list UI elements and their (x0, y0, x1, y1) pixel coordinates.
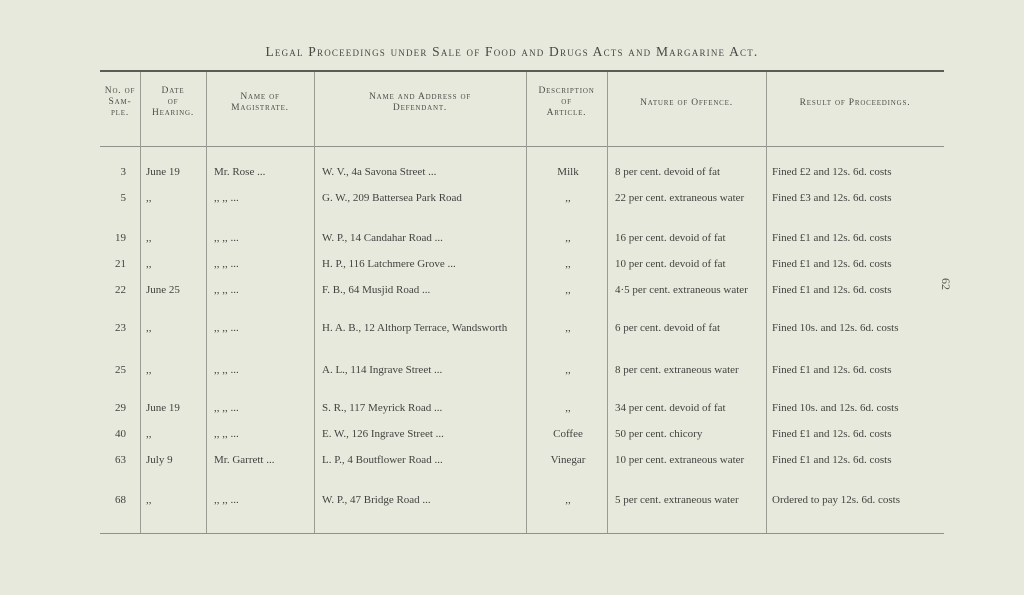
offence: 5 per cent. extraneous water (615, 494, 739, 506)
offence: 8 per cent. extraneous water (615, 364, 739, 376)
header-result: Result of Proceedings. (799, 98, 911, 108)
article: ,, (565, 232, 571, 244)
hearing-date: June 25 (146, 284, 180, 296)
result: Fined £1 and 12s. 6d. costs (772, 454, 892, 466)
magistrate: ,, ,, ... (214, 284, 239, 296)
magistrate: ,, ,, ... (214, 322, 239, 334)
defendant: E. W., 126 Ingrave Street ... (322, 428, 444, 440)
result: Fined £1 and 12s. 6d. costs (772, 258, 892, 270)
sample-number: 22 (115, 284, 126, 296)
magistrate: ,, ,, ... (214, 232, 239, 244)
defendant: L. P., 4 Boutflower Road ... (322, 454, 443, 466)
article: Vinegar (550, 454, 586, 466)
header-magistrate: Name of Magistrate. (231, 92, 289, 113)
defendant: W. P., 14 Candahar Road ... (322, 232, 443, 244)
hearing-date: ,, (146, 232, 152, 244)
magistrate: ,, ,, ... (214, 364, 239, 376)
sample-number: 23 (115, 322, 126, 334)
result: Ordered to pay 12s. 6d. costs (772, 494, 901, 506)
table-row (0, 322, 1024, 352)
result: Fined £1 and 12s. 6d. costs (772, 232, 892, 244)
article: ,, (565, 364, 571, 376)
result: Fined £3 and 12s. 6d. costs (772, 192, 892, 204)
offence: 50 per cent. chicory (615, 428, 703, 440)
magistrate: ,, ,, ... (214, 192, 239, 204)
sample-number: 19 (115, 232, 126, 244)
table-bottom-rule (100, 533, 944, 534)
table-row (0, 454, 1024, 484)
sample-number: 21 (115, 258, 126, 270)
offence: 6 per cent. devoid of fat (615, 322, 721, 334)
result: Fined £1 and 12s. 6d. costs (772, 284, 892, 296)
article: Coffee (553, 428, 583, 440)
defendant: H. P., 116 Latchmere Grove ... (322, 258, 456, 270)
result: Fined £1 and 12s. 6d. costs (772, 364, 892, 376)
header-offence: Nature of Offence. (640, 98, 733, 108)
offence: 10 per cent. extraneous water (615, 454, 745, 466)
table-row (0, 284, 1024, 314)
offence: 4·5 per cent. extraneous water (615, 284, 748, 296)
table-top-rule (100, 70, 944, 72)
hearing-date: ,, (146, 322, 152, 334)
hearing-date: ,, (146, 258, 152, 270)
hearing-date: June 19 (146, 166, 180, 178)
sample-number: 3 (120, 166, 126, 178)
sample-number: 40 (115, 428, 126, 440)
defendant: W. P., 47 Bridge Road ... (322, 494, 431, 506)
offence: 16 per cent. devoid of fat (615, 232, 726, 244)
result: Fined 10s. and 12s. 6d. costs (772, 402, 899, 414)
page-number: 62 (939, 278, 953, 290)
article: Milk (557, 166, 579, 178)
article: ,, (565, 494, 571, 506)
defendant: G. W., 209 Battersea Park Road (322, 192, 462, 204)
table-header-rule (100, 146, 944, 147)
result: Fined 10s. and 12s. 6d. costs (772, 322, 899, 334)
hearing-date: ,, (146, 428, 152, 440)
article: ,, (565, 284, 571, 296)
defendant: W. V., 4a Savona Street ... (322, 166, 437, 178)
table-row (0, 494, 1024, 524)
article: ,, (565, 322, 571, 334)
table-row (0, 364, 1024, 394)
sample-number: 68 (115, 494, 126, 506)
header-date: Date of Hearing. (151, 86, 195, 118)
result: Fined £1 and 12s. 6d. costs (772, 428, 892, 440)
result: Fined £2 and 12s. 6d. costs (772, 166, 892, 178)
header-description: Description of Article. (538, 86, 595, 118)
hearing-date: ,, (146, 494, 152, 506)
magistrate: Mr. Garrett ... (214, 454, 275, 466)
header-sample: No. of Sam- ple. (104, 86, 136, 118)
sample-number: 63 (115, 454, 126, 466)
sample-number: 29 (115, 402, 126, 414)
magistrate: Mr. Rose ... (214, 166, 266, 178)
article: ,, (565, 192, 571, 204)
hearing-date: June 19 (146, 402, 180, 414)
hearing-date: ,, (146, 364, 152, 376)
page-title: Legal Proceedings under Sale of Food and Drugs Acts and Margarine Act. (265, 44, 759, 59)
magistrate: ,, ,, ... (214, 494, 239, 506)
article: ,, (565, 258, 571, 270)
sample-number: 5 (120, 192, 126, 204)
defendant: F. B., 64 Musjid Road ... (322, 284, 431, 296)
magistrate: ,, ,, ... (214, 258, 239, 270)
offence: 22 per cent. extraneous water (615, 192, 745, 204)
magistrate: ,, ,, ... (214, 402, 239, 414)
hearing-date: July 9 (146, 454, 173, 466)
sample-number: 25 (115, 364, 126, 376)
article: ,, (565, 402, 571, 414)
table-row (0, 192, 1024, 222)
defendant: S. R., 117 Meyrick Road ... (322, 402, 443, 414)
offence: 34 per cent. devoid of fat (615, 402, 726, 414)
offence: 10 per cent. devoid of fat (615, 258, 726, 270)
offence: 8 per cent. devoid of fat (615, 166, 721, 178)
defendant: H. A. B., 12 Althorp Terrace, Wandsworth (322, 322, 508, 334)
header-defendant: Name and Address of Defendant. (368, 92, 472, 113)
hearing-date: ,, (146, 192, 152, 204)
magistrate: ,, ,, ... (214, 428, 239, 440)
defendant: A. L., 114 Ingrave Street ... (322, 364, 443, 376)
